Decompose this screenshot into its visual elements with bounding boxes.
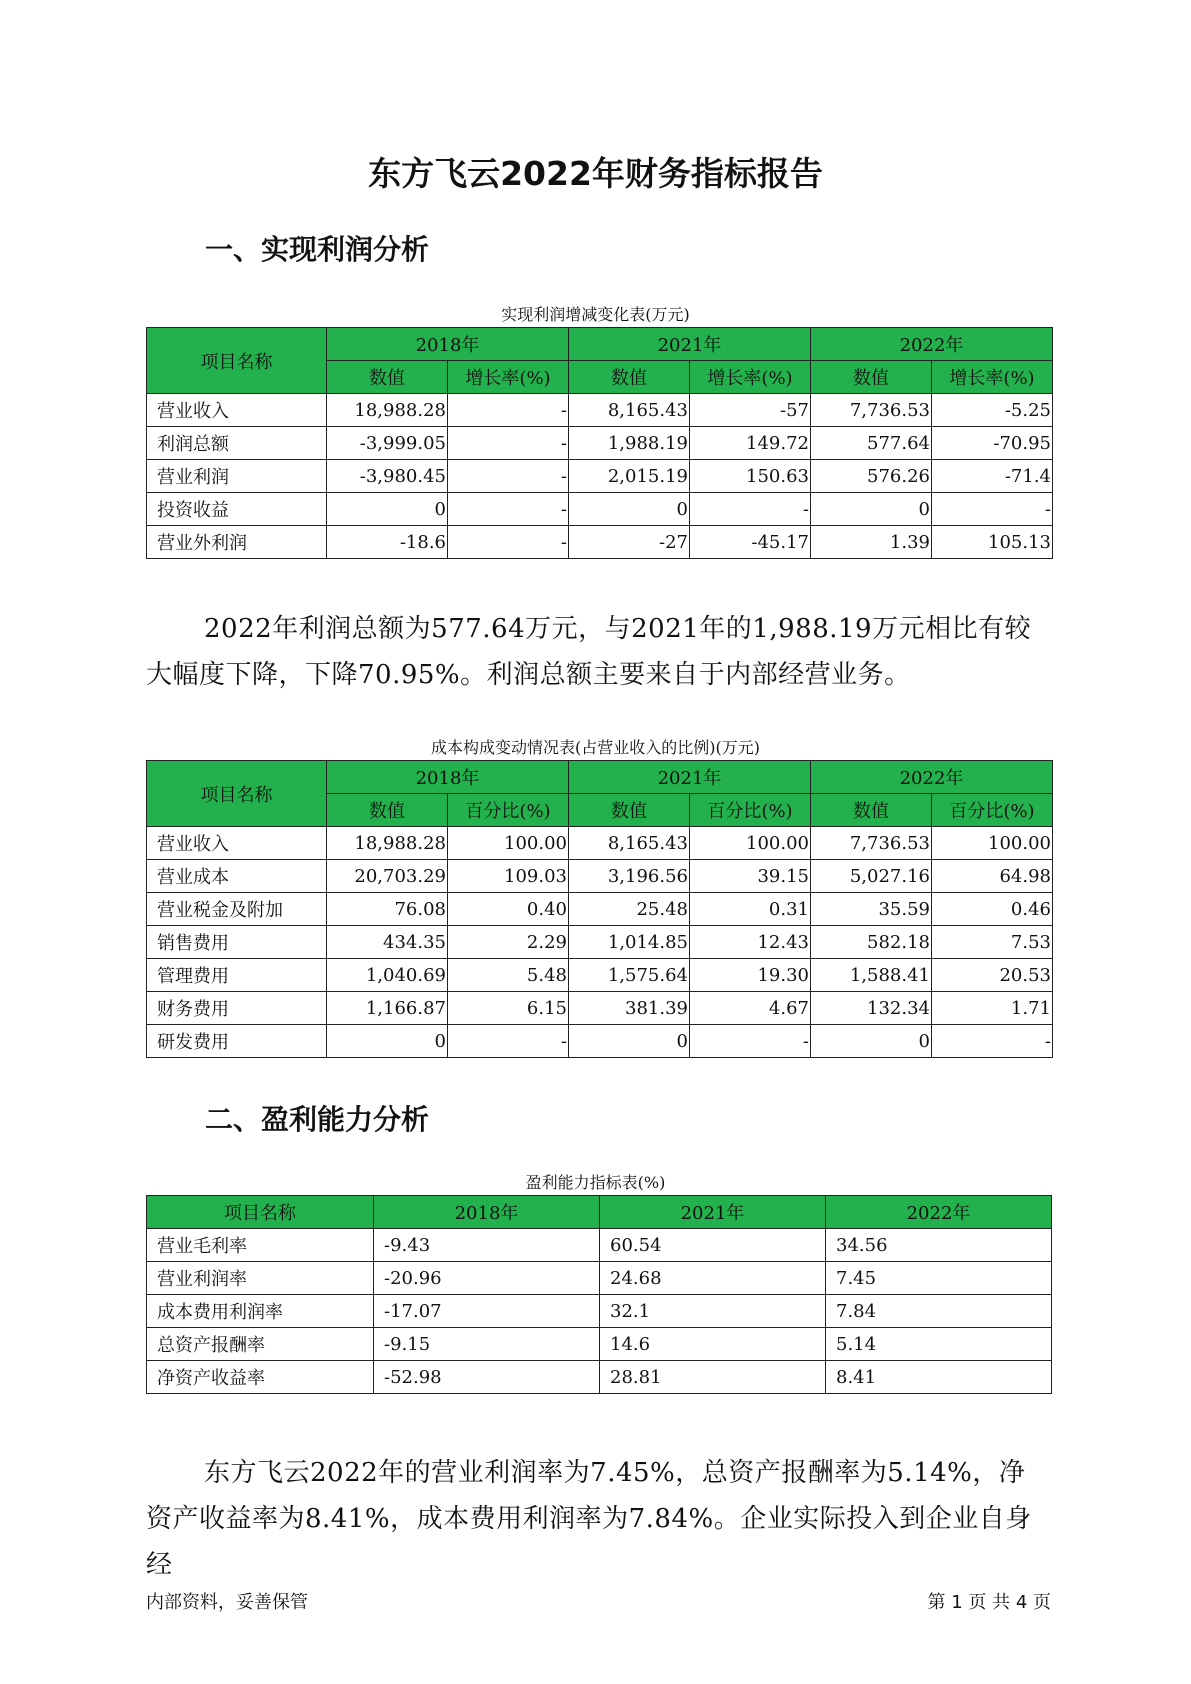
header-item-name: 项目名称 — [147, 328, 327, 394]
row-label: 利润总额 — [147, 427, 327, 460]
row-label: 营业外利润 — [147, 526, 327, 559]
header-year-2018: 2018年 — [327, 328, 569, 361]
row-label: 营业利润率 — [147, 1262, 374, 1295]
table-cell: 1.39 — [811, 526, 932, 559]
header-year-2021: 2021年 — [600, 1196, 826, 1229]
table-cell: 150.63 — [690, 460, 811, 493]
table-cell: 20,703.29 — [327, 860, 448, 893]
table-cell: 24.68 — [600, 1262, 826, 1295]
table-cell: -52.98 — [374, 1361, 600, 1394]
table-caption-cost-structure: 成本构成变动情况表(占营业收入的比例)(万元) — [431, 738, 760, 757]
table-cell: 32.1 — [600, 1295, 826, 1328]
table-cell: 132.34 — [811, 992, 932, 1025]
table-row — [147, 427, 1053, 460]
row-label: 投资收益 — [147, 493, 327, 526]
table-cell: 5.48 — [448, 959, 569, 992]
table-caption-profit-change: 实现利润增减变化表(万元) — [501, 305, 690, 324]
header-year-2022: 2022年 — [826, 1196, 1052, 1229]
table-cell: 1,014.85 — [569, 926, 690, 959]
table-cell: 149.72 — [690, 427, 811, 460]
table-row — [147, 1025, 1053, 1058]
table-cell: 7.84 — [826, 1295, 1052, 1328]
table-cell: 8,165.43 — [569, 827, 690, 860]
table-cell: 1.71 — [932, 992, 1053, 1025]
row-label: 净资产收益率 — [147, 1361, 374, 1394]
table-cell: 100.00 — [932, 827, 1053, 860]
header-growth-rate: 增长率(%) — [932, 361, 1053, 394]
header-percentage: 百分比(%) — [448, 794, 569, 827]
table-cell: -18.6 — [327, 526, 448, 559]
table-cell: 6.15 — [448, 992, 569, 1025]
table-row — [147, 394, 1053, 427]
table-cell: 25.48 — [569, 893, 690, 926]
table-cell: 8.41 — [826, 1361, 1052, 1394]
profitability-table — [146, 1195, 1052, 1394]
table-cell: 7.45 — [826, 1262, 1052, 1295]
table-row — [147, 1328, 1052, 1361]
table-cell: 109.03 — [448, 860, 569, 893]
table-cell: - — [448, 1025, 569, 1058]
table-cell: 0 — [811, 1025, 932, 1058]
table-row — [147, 526, 1053, 559]
table-cell: 100.00 — [448, 827, 569, 860]
table-cell: 0 — [327, 493, 448, 526]
table-cell: - — [448, 427, 569, 460]
header-value: 数值 — [569, 361, 690, 394]
table-cell: 28.81 — [600, 1361, 826, 1394]
table-row — [147, 827, 1053, 860]
table-row — [147, 1262, 1052, 1295]
table-cell: 0 — [811, 493, 932, 526]
profit-change-table — [146, 327, 1053, 559]
table-row — [147, 959, 1053, 992]
table-cell: 1,575.64 — [569, 959, 690, 992]
table-row — [147, 460, 1053, 493]
page-title: 东方飞云2022年财务指标报告 — [368, 154, 823, 193]
table-cell: 100.00 — [690, 827, 811, 860]
profitability-summary-paragraph: 东方飞云2022年的营业利润率为7.45%，总资产报酬率为5.14%，净资产收益率为8.41%，成本费用利润率为7.84%。企业实际投入到企业自身经 — [146, 1458, 1032, 1580]
table-cell: 1,988.19 — [569, 427, 690, 460]
table-cell: 2,015.19 — [569, 460, 690, 493]
table-cell: -20.96 — [374, 1262, 600, 1295]
header-item-name: 项目名称 — [147, 761, 327, 827]
table-cell: -57 — [690, 394, 811, 427]
table-cell: -71.4 — [932, 460, 1053, 493]
table-cell: -9.15 — [374, 1328, 600, 1361]
table-cell: 14.6 — [600, 1328, 826, 1361]
table-cell: 19.30 — [690, 959, 811, 992]
table-cell: 0.31 — [690, 893, 811, 926]
row-label: 营业利润 — [147, 460, 327, 493]
row-label: 财务费用 — [147, 992, 327, 1025]
header-value: 数值 — [811, 794, 932, 827]
section-heading-profitability: 二、盈利能力分析 — [205, 1103, 430, 1136]
row-label: 管理费用 — [147, 959, 327, 992]
table-cell: 7.53 — [932, 926, 1053, 959]
cost-structure-table — [146, 760, 1053, 1058]
table-cell: - — [448, 394, 569, 427]
table-cell: 3,196.56 — [569, 860, 690, 893]
table-cell: 0.46 — [932, 893, 1053, 926]
table-row — [147, 860, 1053, 893]
table-cell: 0 — [569, 493, 690, 526]
header-value: 数值 — [811, 361, 932, 394]
table-row — [147, 893, 1053, 926]
table-cell: 5,027.16 — [811, 860, 932, 893]
table-cell: 7,736.53 — [811, 394, 932, 427]
row-label: 销售费用 — [147, 926, 327, 959]
table-cell: -27 — [569, 526, 690, 559]
table-row — [147, 992, 1053, 1025]
table-cell: 35.59 — [811, 893, 932, 926]
table-cell: 34.56 — [826, 1229, 1052, 1262]
row-label: 成本费用利润率 — [147, 1295, 374, 1328]
section-heading-profit: 一、实现利润分析 — [205, 233, 430, 266]
table-cell: 60.54 — [600, 1229, 826, 1262]
header-year-2022: 2022年 — [811, 328, 1053, 361]
row-label: 营业收入 — [147, 827, 327, 860]
table-cell: - — [448, 460, 569, 493]
footer-confidential-note: 内部资料，妥善保管 — [146, 1592, 308, 1613]
table-cell: 0 — [569, 1025, 690, 1058]
table-cell: 5.14 — [826, 1328, 1052, 1361]
table-cell: - — [448, 526, 569, 559]
table-cell: 18,988.28 — [327, 827, 448, 860]
table-cell: 0.40 — [448, 893, 569, 926]
table-cell: 7,736.53 — [811, 827, 932, 860]
table-cell: -3,980.45 — [327, 460, 448, 493]
header-value: 数值 — [569, 794, 690, 827]
table-cell: -9.43 — [374, 1229, 600, 1262]
table-cell: - — [690, 1025, 811, 1058]
table-cell: 39.15 — [690, 860, 811, 893]
row-label: 营业毛利率 — [147, 1229, 374, 1262]
header-year-2022: 2022年 — [811, 761, 1053, 794]
table-cell: 1,040.69 — [327, 959, 448, 992]
table-cell: -5.25 — [932, 394, 1053, 427]
table-cell: 76.08 — [327, 893, 448, 926]
header-percentage: 百分比(%) — [690, 794, 811, 827]
header-year-2021: 2021年 — [569, 761, 811, 794]
table-row — [147, 1229, 1052, 1262]
table-cell: 0 — [327, 1025, 448, 1058]
table-cell: - — [690, 493, 811, 526]
header-item-name: 项目名称 — [147, 1196, 374, 1229]
table-cell: -45.17 — [690, 526, 811, 559]
header-percentage: 百分比(%) — [932, 794, 1053, 827]
table-cell: 4.67 — [690, 992, 811, 1025]
table-cell: 8,165.43 — [569, 394, 690, 427]
header-growth-rate: 增长率(%) — [690, 361, 811, 394]
table-cell: 582.18 — [811, 926, 932, 959]
header-year-2018: 2018年 — [327, 761, 569, 794]
table-cell: - — [448, 493, 569, 526]
table-cell: 2.29 — [448, 926, 569, 959]
header-year-2021: 2021年 — [569, 328, 811, 361]
header-value: 数值 — [327, 361, 448, 394]
table-cell: 1,166.87 — [327, 992, 448, 1025]
table-cell: 434.35 — [327, 926, 448, 959]
table-cell: 576.26 — [811, 460, 932, 493]
profit-summary-paragraph: 2022年利润总额为577.64万元，与2021年的1,988.19万元相比有较大幅度下降，下降70.95%。利润总额主要来自于内部经营业务。 — [146, 614, 1032, 690]
table-row — [147, 1295, 1052, 1328]
table-cell: 18,988.28 — [327, 394, 448, 427]
header-growth-rate: 增长率(%) — [448, 361, 569, 394]
table-cell: -3,999.05 — [327, 427, 448, 460]
table-cell: 381.39 — [569, 992, 690, 1025]
row-label: 总资产报酬率 — [147, 1328, 374, 1361]
table-cell: - — [932, 1025, 1053, 1058]
table-cell: 12.43 — [690, 926, 811, 959]
footer-page-number: 第 1 页 共 4 页 — [927, 1592, 1051, 1613]
row-label: 营业成本 — [147, 860, 327, 893]
header-year-2018: 2018年 — [374, 1196, 600, 1229]
table-cell: 20.53 — [932, 959, 1053, 992]
table-cell: -17.07 — [374, 1295, 600, 1328]
header-value: 数值 — [327, 794, 448, 827]
table-cell: 105.13 — [932, 526, 1053, 559]
table-cell: 64.98 — [932, 860, 1053, 893]
table-cell: 1,588.41 — [811, 959, 932, 992]
table-caption-profitability: 盈利能力指标表(%) — [525, 1173, 666, 1192]
table-row — [147, 926, 1053, 959]
row-label: 研发费用 — [147, 1025, 327, 1058]
table-row — [147, 493, 1053, 526]
row-label: 营业税金及附加 — [147, 893, 327, 926]
row-label: 营业收入 — [147, 394, 327, 427]
table-cell: 577.64 — [811, 427, 932, 460]
table-cell: - — [932, 493, 1053, 526]
table-cell: -70.95 — [932, 427, 1053, 460]
table-row — [147, 1361, 1052, 1394]
